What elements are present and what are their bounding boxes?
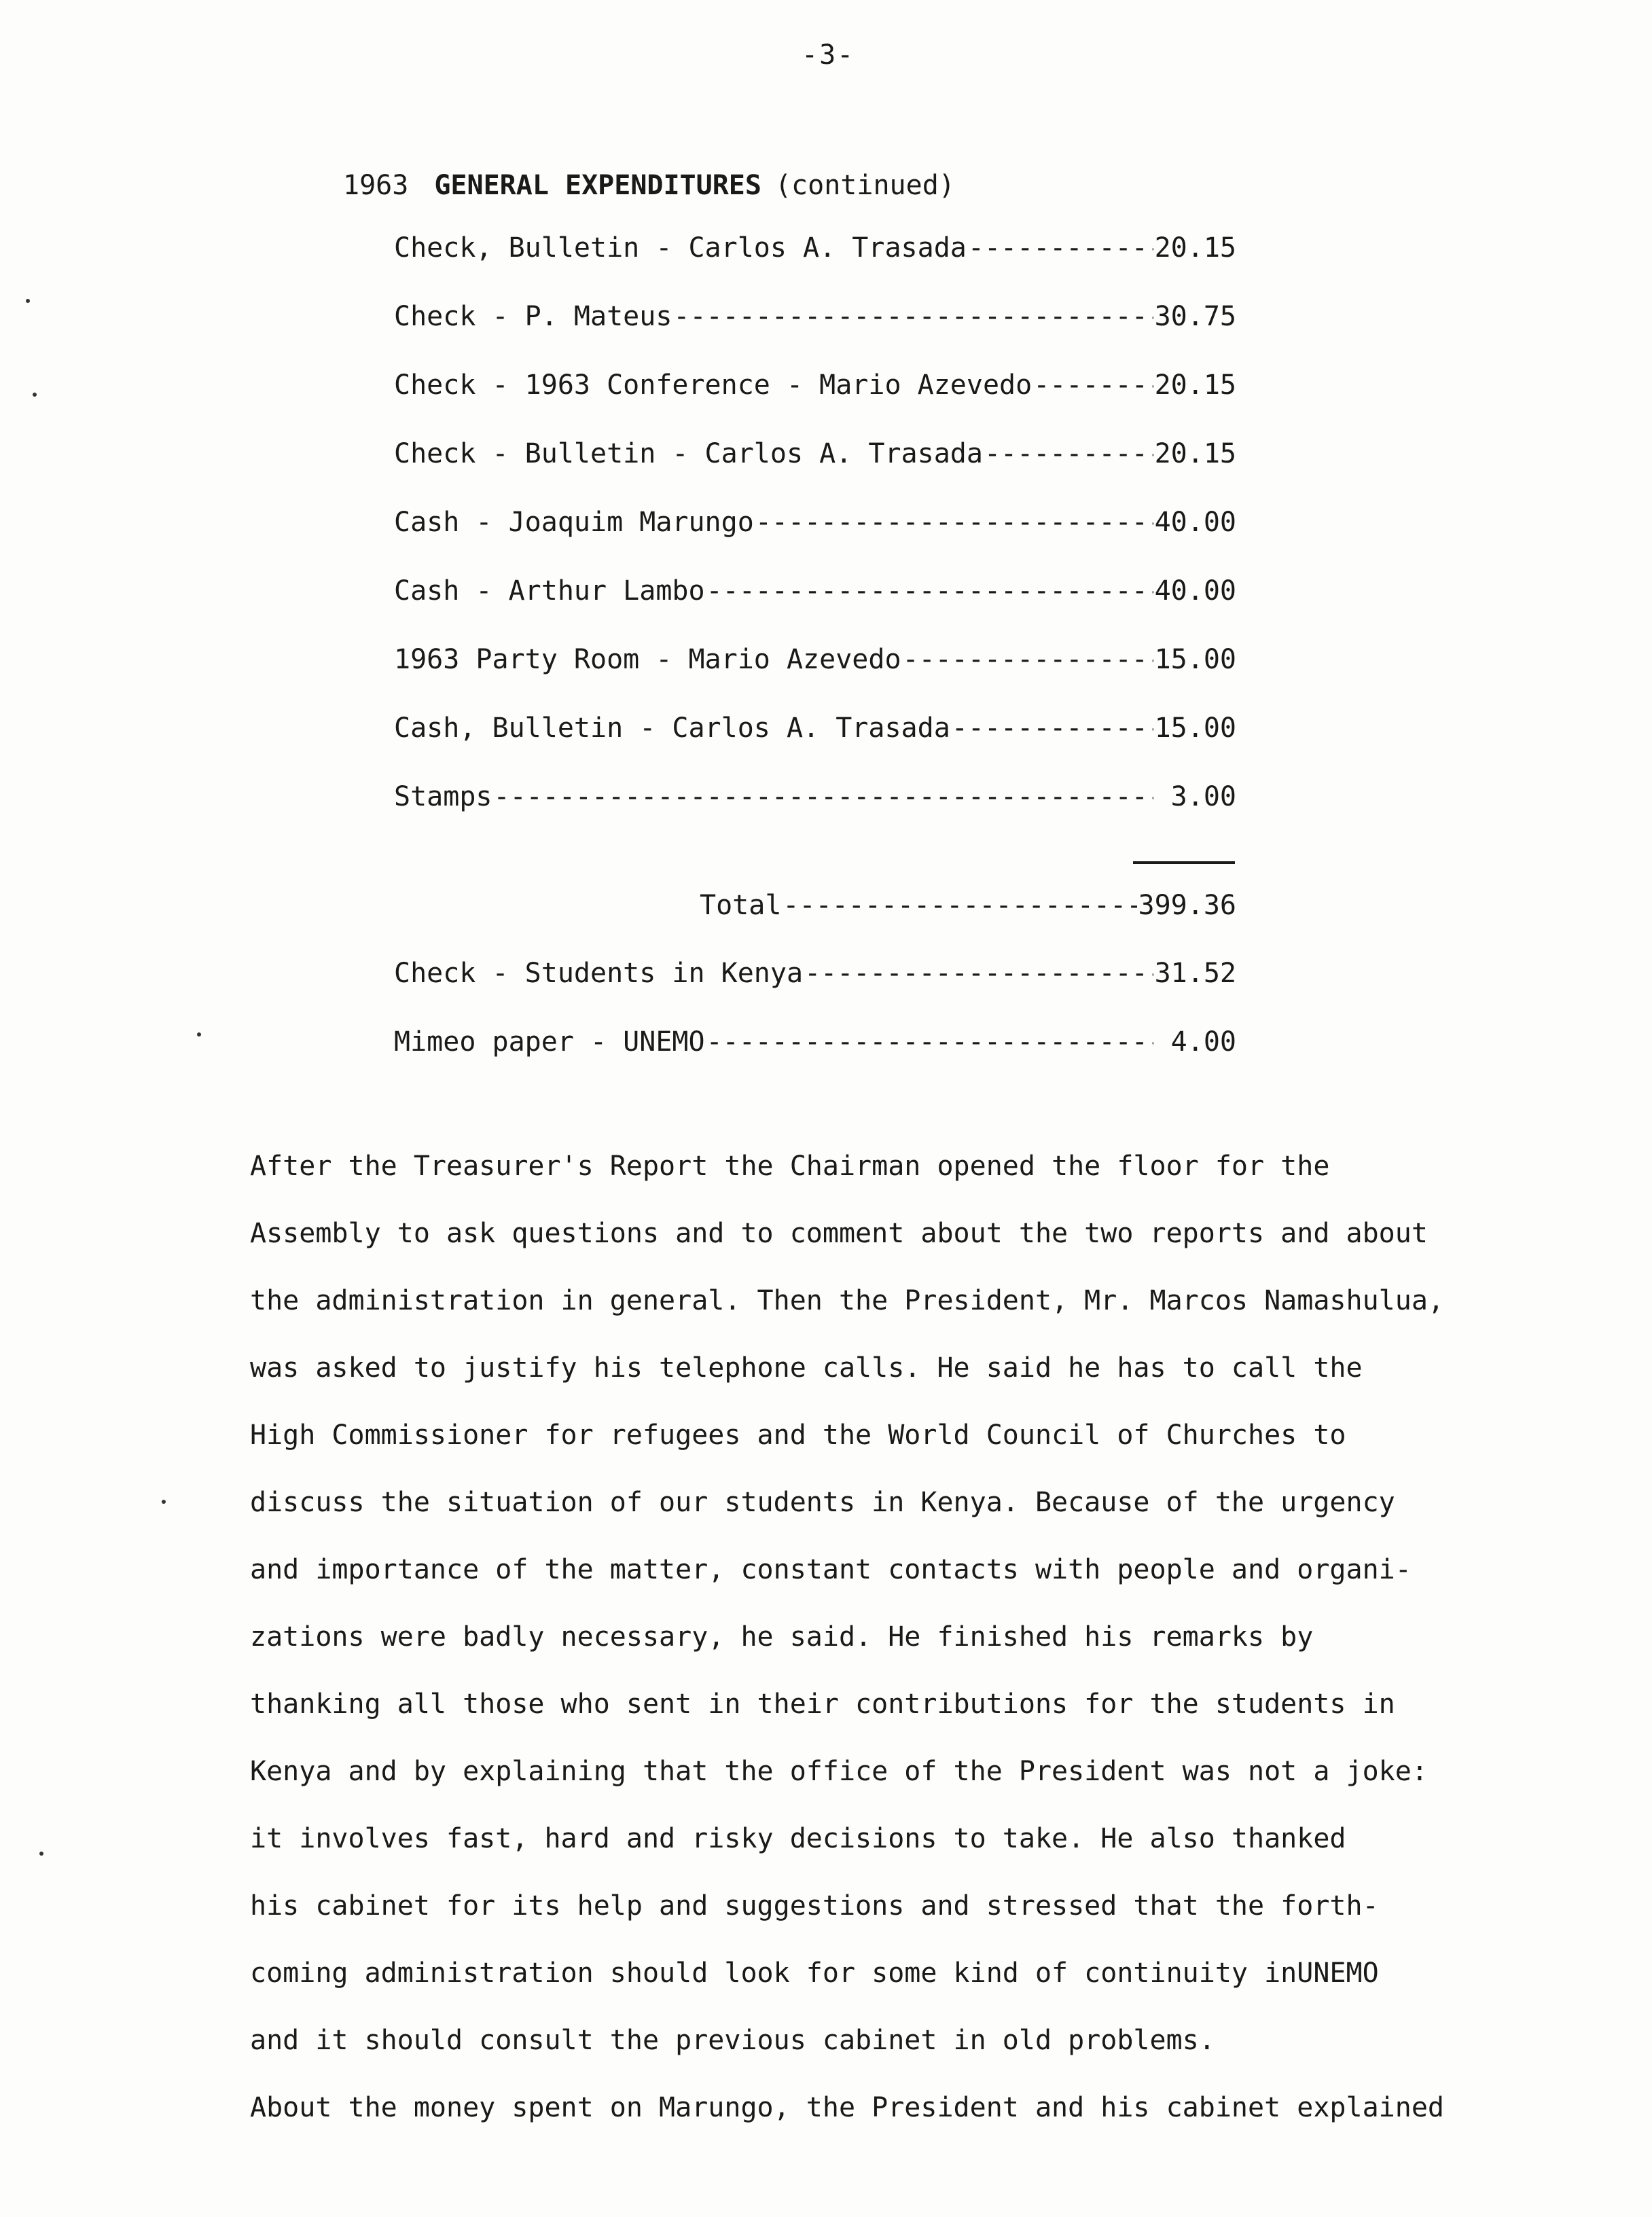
ledger-description: Mimeo paper - UNEMO: [394, 1026, 705, 1058]
paragraph-line: zations were badly necessary, he said. He finished his remarks by: [250, 1621, 1314, 1653]
ledger-amount: 40.00: [1154, 575, 1236, 607]
ledger-amount: 3.00: [1170, 781, 1236, 812]
ledger-row: [394, 370, 1236, 438]
heading-year: 1963: [343, 170, 409, 201]
ledger-row: [394, 781, 1236, 850]
paragraph-line: After the Treasurer's Report the Chairman opened the floor for the: [250, 1151, 1330, 1182]
section-heading: [343, 170, 955, 201]
ledger-amount: 20.15: [1154, 370, 1236, 401]
ledger-leader: [755, 507, 1153, 538]
ledger-description: Cash - Arthur Lambo: [394, 575, 705, 607]
total-leader: [783, 890, 1136, 921]
ledger-leader: [984, 438, 1153, 469]
ledger-amount: 20.15: [1154, 438, 1236, 469]
ledger-amount: 4.00: [1170, 1026, 1236, 1058]
ledger-description: Stamps: [394, 781, 492, 812]
ledger-row: [394, 1026, 1236, 1095]
paragraph-line: High Commissioner for refugees and the World Council of Churches to: [250, 1420, 1346, 1451]
ledger-description: Check - P. Mateus: [394, 301, 672, 332]
ledger-leader: [673, 301, 1153, 332]
ledger-amount: 15.00: [1154, 713, 1236, 744]
ledger-description: Cash, Bulletin - Carlos A. Trasada: [394, 713, 950, 744]
scan-speck: [26, 299, 30, 303]
total-amount: 399.36: [1138, 890, 1236, 921]
ledger-row: [394, 438, 1236, 507]
ledger-leader: [968, 232, 1153, 264]
ledger-leader: [494, 781, 1154, 812]
ledger-description: Cash - Joaquim Marungo: [394, 507, 754, 538]
paragraph-line: coming administration should look for some kind of continuity inUNEMO: [250, 1958, 1379, 1989]
ledger-leader: [706, 1026, 1153, 1058]
heading-suffix: (continued): [774, 170, 955, 201]
ledger-leader: [903, 644, 1153, 675]
minutes-paragraph: [250, 1133, 1541, 2142]
ledger-leader: [952, 713, 1153, 744]
paragraph-line: and importance of the matter, constant contacts with people and organi-: [250, 1554, 1412, 1585]
ledger-description: 1963 Party Room - Mario Azevedo: [394, 644, 901, 675]
ledger-amount: 31.52: [1154, 958, 1236, 989]
paragraph-line: and it should consult the previous cabinet in old problems.: [250, 2025, 1215, 2056]
ledger-amount: 20.15: [1154, 232, 1236, 264]
scan-speck: [39, 1852, 43, 1856]
paragraph-line: Kenya and by explaining that the office of the President was not a joke:: [250, 1756, 1428, 1787]
paragraph-line: discuss the situation of our students in Kenya. Because of the urgency: [250, 1487, 1395, 1518]
ledger-description: Check - Bulletin - Carlos A. Trasada: [394, 438, 983, 469]
expenditure-ledger: [394, 232, 1236, 850]
ledger-description: Check, Bulletin - Carlos A. Trasada: [394, 232, 967, 264]
scan-speck: [33, 393, 37, 397]
page-number: -3-: [802, 39, 855, 71]
total-underline: [1133, 861, 1235, 864]
ledger-row: [394, 301, 1236, 370]
ledger-row: [394, 507, 1236, 575]
ledger-row: [394, 232, 1236, 301]
paragraph-line: it involves fast, hard and risky decisions to take. He also thanked: [250, 1823, 1346, 1854]
ledger-description: Check - 1963 Conference - Mario Azevedo: [394, 370, 1032, 401]
ledger-row: [394, 713, 1236, 781]
total-label: Total: [700, 890, 782, 921]
total-row: [700, 890, 1236, 921]
ledger-description: Check - Students in Kenya: [394, 958, 804, 989]
ledger-leader: [706, 575, 1153, 607]
scan-speck: [197, 1032, 201, 1037]
paragraph-line: thanking all those who sent in their contributions for the students in: [250, 1689, 1395, 1720]
paragraph-line: About the money spent on Marungo, the President and his cabinet explained: [250, 2092, 1444, 2123]
ledger-amount: 15.00: [1154, 644, 1236, 675]
ledger-leader: [804, 958, 1153, 989]
ledger-row: [394, 958, 1236, 1026]
ledger-amount: 40.00: [1154, 507, 1236, 538]
paragraph-line: was asked to justify his telephone calls. He said he has to call the: [250, 1352, 1363, 1384]
ledger-amount: 30.75: [1154, 301, 1236, 332]
scan-speck: [162, 1500, 166, 1504]
ledger-row: [394, 575, 1236, 644]
heading-title: GENERAL EXPENDITURES: [434, 170, 761, 201]
paragraph-line: the administration in general. Then the President, Mr. Marcos Namashulua,: [250, 1285, 1444, 1316]
paragraph-line: his cabinet for its help and suggestions and stressed that the forth-: [250, 1890, 1379, 1922]
ledger-leader: [1033, 370, 1153, 401]
additional-expenditures: [394, 958, 1236, 1095]
ledger-row: [394, 644, 1236, 713]
paragraph-line: Assembly to ask questions and to comment about the two reports and about: [250, 1218, 1428, 1249]
